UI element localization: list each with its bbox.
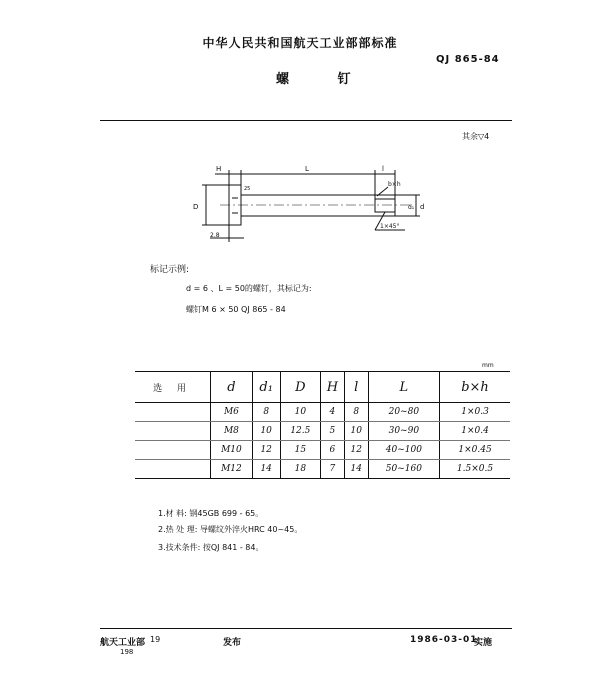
table-header-row (135, 372, 510, 403)
dim-d1: d₁ (408, 204, 415, 211)
col-header: d₁ (252, 372, 280, 403)
note-heat-treatment: 2.热 处 理: 导螺纹外淬火HRC 40~45。 (158, 525, 303, 534)
table-cell: 14 (252, 460, 280, 479)
table-cell: M10 (211, 441, 253, 460)
table-cell: 14 (344, 460, 368, 479)
organization-title: 中华人民共和国航天工业部部标准 (202, 36, 398, 50)
footer-divider (100, 628, 512, 629)
table-cell: 1.5×0.5 (440, 460, 510, 479)
table-row (135, 422, 510, 441)
table-cell: 12.5 (280, 422, 320, 441)
roughness-note: 其余▽4 (462, 132, 490, 141)
col-header: H (321, 372, 345, 403)
table-cell: 12 (252, 441, 280, 460)
dim-L: L (305, 165, 309, 173)
col-header: L (368, 372, 439, 403)
table-cell: 18 (280, 460, 320, 479)
unit-label: mm (482, 362, 494, 369)
table-cell: M6 (211, 403, 253, 422)
table-cell: 1×0.3 (440, 403, 510, 422)
table-row (135, 403, 510, 422)
document-title: 螺 钉 (276, 72, 373, 87)
col-header: 选 用 (135, 372, 211, 403)
table-cell: M12 (211, 460, 253, 479)
dim-25: 25 (244, 186, 251, 192)
table-cell: 10 (252, 422, 280, 441)
dim-H: H (216, 165, 222, 173)
table-cell: 15 (280, 441, 320, 460)
screw-drawing (180, 160, 440, 250)
page-number: 198 (120, 648, 134, 656)
note-material: 1.材 料: 钢45GB 699 - 65。 (158, 509, 264, 518)
spec-table (135, 371, 510, 479)
standard-number: QJ 865-84 (436, 54, 500, 65)
footer-date: 1986-03-01 (410, 635, 478, 645)
table-cell: 8 (344, 403, 368, 422)
example-line-2: 螺钉M 6 × 50 QJ 865 - 84 (186, 305, 286, 314)
example-line-1: d = 6 、L = 50的螺钉，其标记为: (186, 284, 312, 293)
table-cell (135, 422, 211, 441)
col-header: D (280, 372, 320, 403)
dim-d: d (420, 203, 425, 211)
col-header: b×h (440, 372, 510, 403)
table-cell: 5 (321, 422, 345, 441)
table-cell: 40~100 (368, 441, 439, 460)
table-cell: 20~80 (368, 403, 439, 422)
dim-chamfer: 1×45° (380, 223, 400, 230)
table-cell: 30~90 (368, 422, 439, 441)
table-cell: 10 (344, 422, 368, 441)
table-cell: 1×0.4 (440, 422, 510, 441)
footer-issue-number: 19 (150, 635, 161, 644)
dim-l: l (382, 165, 384, 173)
screw-thread (375, 199, 395, 212)
note-technical-conditions: 3.技术条件: 按QJ 841 - 84。 (158, 543, 264, 552)
table-cell: 1×0.45 (440, 441, 510, 460)
table-cell: 12 (344, 441, 368, 460)
table-cell: 8 (252, 403, 280, 422)
table-cell (135, 460, 211, 479)
dim-D: D (193, 203, 199, 211)
table-cell: M8 (211, 422, 253, 441)
dim-bxh: b×h (388, 181, 401, 188)
footer-issuer: 航天工业部 (100, 638, 146, 648)
table-cell: 6 (321, 441, 345, 460)
col-header: l (344, 372, 368, 403)
table-cell (135, 441, 211, 460)
table-cell (135, 403, 211, 422)
table-cell: 50~160 (368, 460, 439, 479)
table-row (135, 441, 510, 460)
table-cell: 7 (321, 460, 345, 479)
footer-implement: 实施 (474, 638, 493, 648)
table-cell: 4 (321, 403, 345, 422)
header-divider (100, 120, 512, 121)
dim-28: 2.8 (210, 232, 220, 239)
table-row (135, 460, 510, 479)
col-header: d (211, 372, 253, 403)
footer-issued-label: 发布 (223, 638, 242, 648)
example-label: 标记示例: (150, 265, 190, 275)
table-cell: 10 (280, 403, 320, 422)
